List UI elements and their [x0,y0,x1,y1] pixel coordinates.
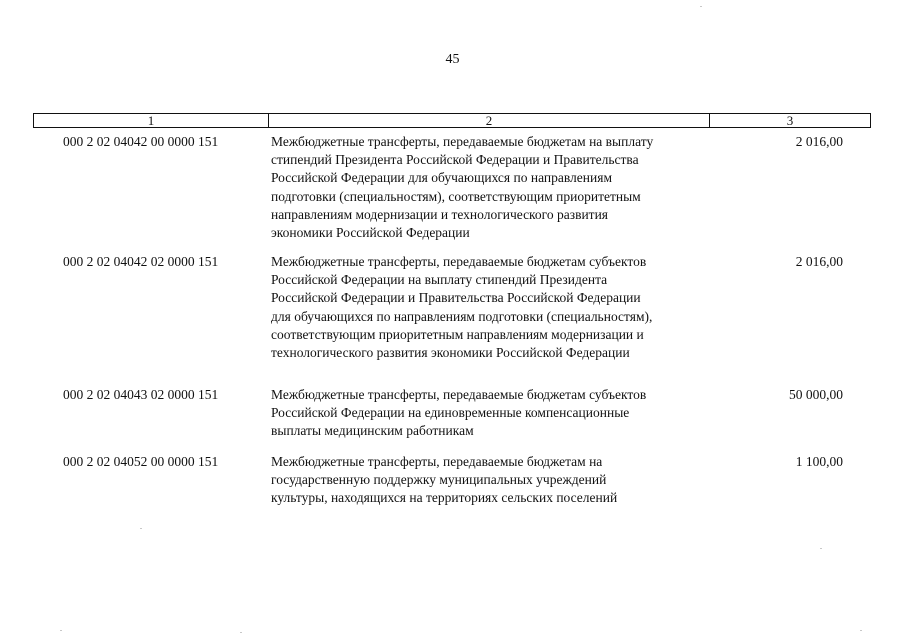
description-line: Российской Федерации и Правительства Российской Федерации [271,290,641,306]
scan-speck [140,528,142,529]
row-description [271,253,711,362]
scan-speck [860,630,862,631]
row-description [271,386,711,441]
page-number: 45 [445,52,460,67]
header-cell-amount: 3 [786,113,794,128]
scan-speck [60,630,62,631]
row-amount: 50 000,00 [789,387,843,402]
description-line: Межбюджетные трансферты, передаваемые бюджетам субъектов [271,254,647,269]
row-amount: 2 016,00 [795,134,843,149]
scan-speck [700,6,702,7]
description-line: культуры, находящихся на территориях сельских поселений [271,490,618,506]
description-line: Российской Федерации для обучающихся по направлениям [271,170,612,186]
description-line: соответствующим приоритетным направлениям модернизации и [271,326,644,342]
description-line: государственную поддержку муниципальных учреждений [271,472,607,488]
description-line: Межбюджетные трансферты, передаваемые бюджетам на выплату [271,134,654,149]
row-amount: 2 016,00 [795,254,843,269]
description-line: подготовки (специальностям), соответствующим приоритетным [271,188,641,204]
row-amount: 1 100,00 [795,454,843,469]
description-line: выплаты медицинским работникам [271,423,474,439]
budget-code: 000 2 02 04043 02 0000 151 [63,387,219,402]
description-line: Российской Федерации на единовременные компенсационные [271,405,630,421]
description-line: для обучающихся по направлениям подготовки (специальностям), [271,308,653,324]
scan-speck [240,632,242,633]
description-line: экономики Российской Федерации [271,225,470,241]
budget-code: 000 2 02 04052 00 0000 151 [63,454,219,469]
header-cell-description: 2 [269,114,710,127]
scan-speck [820,548,822,549]
description-line: Российской Федерации на выплату стипендий Президента [271,272,608,288]
table-header [33,113,871,128]
description-line: технологического развития экономики Российской Федерации [271,345,630,361]
budget-code: 000 2 02 04042 02 0000 151 [63,254,219,269]
row-description [271,453,711,508]
budget-code: 000 2 02 04042 00 0000 151 [63,134,219,149]
row-description [271,133,711,242]
description-line: Межбюджетные трансферты, передаваемые бюджетам на [271,454,603,469]
description-line: Межбюджетные трансферты, передаваемые бюджетам субъектов [271,387,647,402]
description-line: направлениям модернизации и технологического развития [271,206,609,222]
description-line: стипендий Президента Российской Федерации и Правительства [271,152,639,168]
header-cell-code: 1 [34,114,269,127]
